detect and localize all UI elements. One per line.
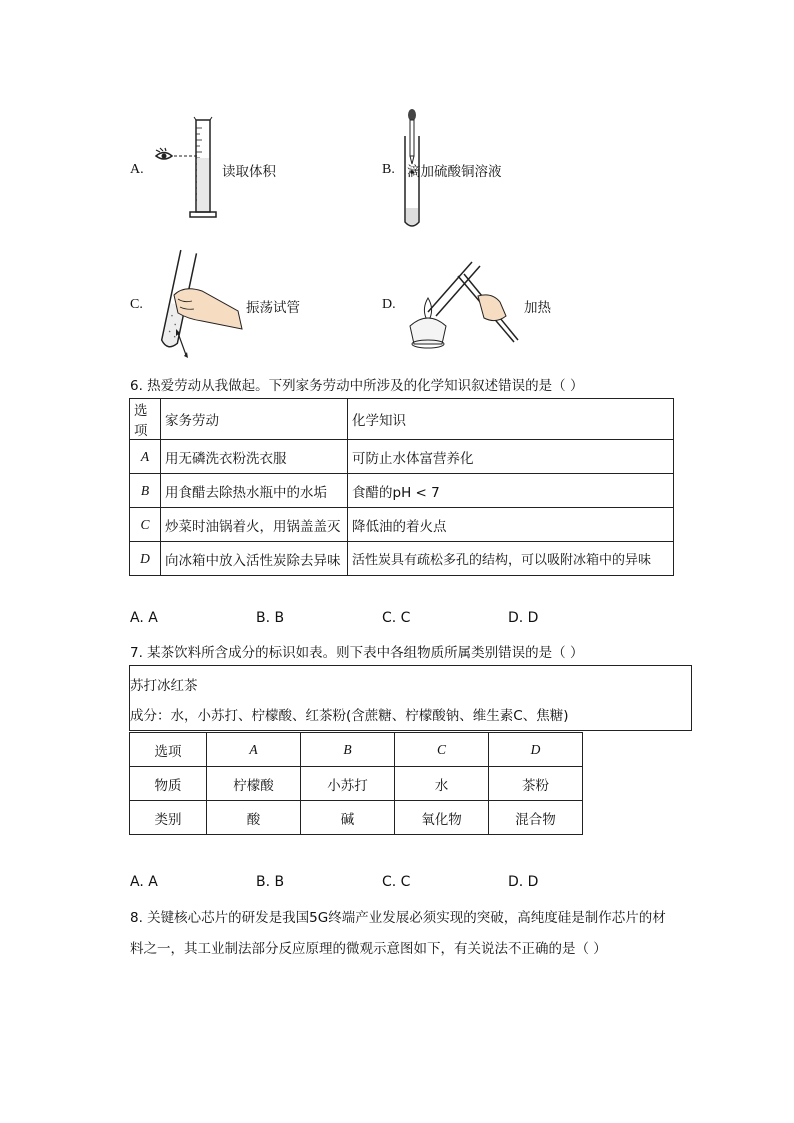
table-row	[130, 542, 674, 576]
table-cell: 选项	[130, 733, 207, 767]
q7-answer-c[interactable]: C. C	[382, 874, 411, 890]
q7-answer-b[interactable]: B. B	[256, 874, 285, 890]
table-row	[130, 767, 583, 801]
table-cell: 小苏打	[301, 767, 395, 801]
table-cell: 向冰箱中放入活性炭除去异味	[161, 542, 348, 576]
table-row	[130, 508, 674, 542]
table-cell: 混合物	[489, 801, 583, 835]
table-row	[130, 399, 674, 440]
table-cell: 用无磷洗衣粉洗衣服	[161, 440, 348, 474]
table-cell: 茶粉	[489, 767, 583, 801]
q7-product-label-box	[129, 665, 692, 731]
option-b-letter: B.	[382, 162, 395, 177]
table-header-cell: 化学知识	[348, 399, 674, 440]
q8-stem-line2: 料之一，其工业制法部分反应原理的微观示意图如下，有关说法不正确的是（ ）	[130, 941, 607, 957]
table-header-cell: 家务劳动	[161, 399, 348, 440]
q7-answer-d[interactable]: D. D	[508, 874, 539, 890]
table-cell: B	[301, 733, 395, 767]
q6-answer-c[interactable]: C. C	[382, 610, 411, 626]
table-row	[130, 801, 583, 835]
option-a-letter: A.	[130, 162, 144, 177]
table-cell: 炒菜时油锅着火，用锅盖盖灭	[161, 508, 348, 542]
heating-tube-icon	[398, 256, 524, 352]
graduated-cylinder-icon	[150, 116, 220, 220]
q7-stem: 7. 某茶饮料所含成分的标识如表。则下表中各组物质所属类别错误的是（ ）	[130, 645, 584, 661]
q6-answer-d[interactable]: D. D	[508, 610, 539, 626]
table-cell: C	[395, 733, 489, 767]
table-cell: 食醋的pH < 7	[348, 474, 674, 508]
table-cell: C	[130, 508, 161, 542]
table-cell: 水	[395, 767, 489, 801]
option-d-letter: D.	[382, 297, 396, 312]
option-a-label: 读取体积	[222, 164, 276, 180]
option-c-label: 振荡试管	[246, 300, 300, 316]
table-cell: A	[207, 733, 301, 767]
table-cell: 降低油的着火点	[348, 508, 674, 542]
q6-stem: 6. 热爱劳动从我做起。下列家务劳动中所涉及的化学知识叙述错误的是（ ）	[130, 378, 584, 394]
q7-product-name: 苏打冰红茶	[130, 678, 198, 694]
table-cell: 氧化物	[395, 801, 489, 835]
q7-table	[129, 732, 583, 835]
q7-ingredients: 成分：水，小苏打、柠檬酸、红茶粉(含蔗糖、柠檬酸钠、维生素C、焦糖)	[130, 708, 569, 724]
shaking-tube-icon	[150, 247, 246, 359]
q8-stem-line1: 8. 关键核心芯片的研发是我国5G终端产业发展必须实现的突破，高纯度硅是制作芯片的材	[130, 910, 666, 926]
q7-answer-a[interactable]: A. A	[130, 874, 158, 890]
option-d-label: 加热	[524, 300, 551, 316]
option-b-label: 滴加硫酸铜溶液	[407, 164, 502, 180]
table-cell: 活性炭具有疏松多孔的结构，可以吸附冰箱中的异味	[348, 542, 674, 576]
q6-table	[129, 398, 674, 576]
table-cell: 酸	[207, 801, 301, 835]
q6-answer-a[interactable]: A. A	[130, 610, 158, 626]
option-c-letter: C.	[130, 297, 143, 312]
table-row	[130, 474, 674, 508]
table-row	[130, 440, 674, 474]
table-cell: A	[130, 440, 161, 474]
table-cell: 用食醋去除热水瓶中的水垢	[161, 474, 348, 508]
table-cell: 可防止水体富营养化	[348, 440, 674, 474]
table-row	[130, 733, 583, 767]
table-cell: 柠檬酸	[207, 767, 301, 801]
table-cell: B	[130, 474, 161, 508]
table-cell: 碱	[301, 801, 395, 835]
table-cell: D	[130, 542, 161, 576]
table-cell: 物质	[130, 767, 207, 801]
table-cell: D	[489, 733, 583, 767]
q6-answer-b[interactable]: B. B	[256, 610, 285, 626]
table-header-cell: 选项	[130, 399, 161, 440]
table-cell: 类别	[130, 801, 207, 835]
